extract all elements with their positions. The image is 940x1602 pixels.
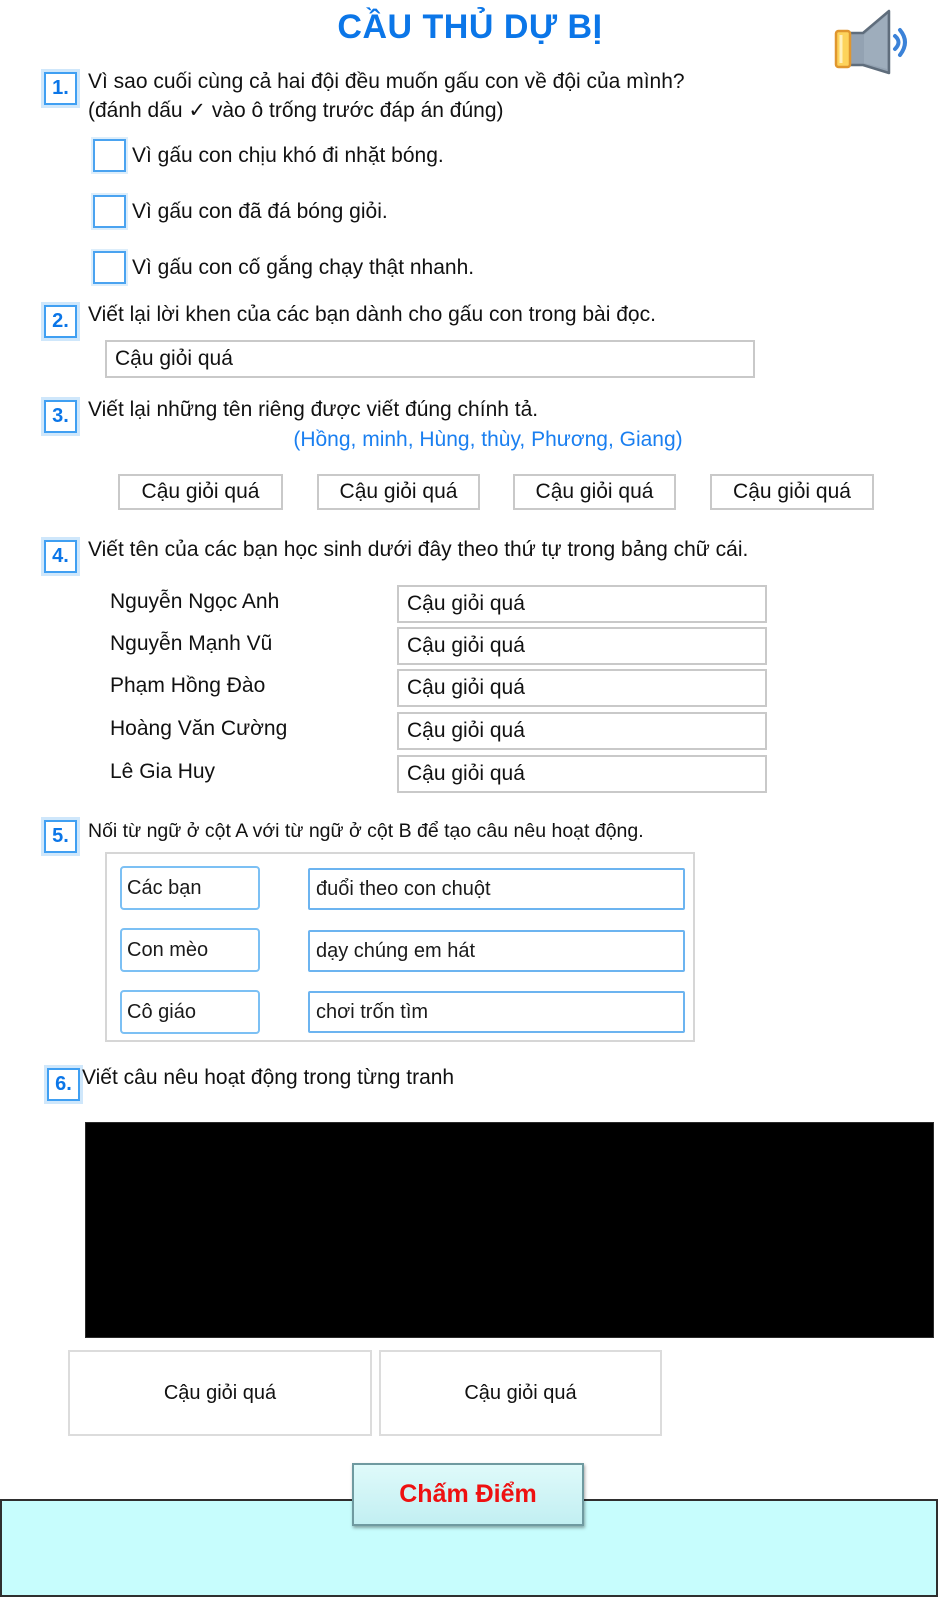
speaker-audio-icon[interactable]	[833, 6, 909, 78]
question-5-number-label: 5.	[52, 825, 69, 847]
q3-answer-input-4[interactable]: Cậu giỏi quá	[710, 474, 874, 510]
grade-button[interactable]: Chấm Điểm	[352, 1463, 584, 1526]
q5-colA-item-3[interactable]: Cô giáo	[120, 990, 260, 1034]
question-5-text: Nối từ ngữ ở cột A với từ ngữ ở cột B để tạo câu nêu hoạt động.	[88, 820, 644, 842]
q1-option-3-checkbox[interactable]	[93, 251, 126, 284]
question-1-number	[44, 72, 77, 105]
q4-answer-input-2[interactable]: Cậu giỏi quá	[397, 627, 767, 665]
question-2-number	[44, 305, 77, 338]
q6-answer-input-1[interactable]: Cậu giỏi quá	[68, 1350, 372, 1436]
question-1-subtext: (đánh dấu ✓ vào ô trống trước đáp án đúng)	[88, 99, 504, 122]
q3-answer-input-3[interactable]: Cậu giỏi quá	[513, 474, 676, 510]
question-4-number	[44, 540, 77, 573]
q3-answer-input-2[interactable]: Cậu giỏi quá	[317, 474, 480, 510]
question-5-number	[44, 820, 77, 853]
question-2-text: Viết lại lời khen của các bạn dành cho gấu con trong bài đọc.	[88, 303, 656, 326]
q5-colB-item-2[interactable]: dạy chúng em hát	[308, 930, 685, 972]
question-3-text: Viết lại những tên riêng được viết đúng chính tả.	[88, 398, 539, 421]
q4-answer-input-4[interactable]: Cậu giỏi quá	[397, 712, 767, 750]
question-6-number	[47, 1068, 80, 1101]
q5-colA-item-2[interactable]: Con mèo	[120, 928, 260, 972]
q6-picture-image	[85, 1122, 934, 1338]
q6-answer-input-2[interactable]: Cậu giỏi quá	[379, 1350, 662, 1436]
question-3-hint: (Hồng, minh, Hùng, thùy, Phương, Giang)	[293, 428, 683, 451]
q4-answer-input-3[interactable]: Cậu giỏi quá	[397, 669, 767, 707]
q5-colB-item-1[interactable]: đuổi theo con chuột	[308, 868, 685, 910]
q4-name-2: Nguyễn Mạnh Vũ	[110, 632, 273, 655]
q4-answer-input-1[interactable]: Cậu giỏi quá	[397, 585, 767, 623]
q4-name-1: Nguyễn Ngọc Anh	[110, 590, 280, 613]
question-4-number-label: 4.	[52, 545, 69, 567]
q2-answer-input[interactable]: Cậu giỏi quá	[105, 340, 755, 378]
q1-option-3-label: Vì gấu con cố gắng chạy thật nhanh.	[132, 255, 475, 279]
question-6-number-label: 6.	[55, 1073, 72, 1095]
q1-option-2-checkbox[interactable]	[93, 195, 126, 228]
q1-option-1-checkbox[interactable]	[93, 139, 126, 172]
question-2-number-label: 2.	[52, 310, 69, 332]
question-4-text: Viết tên của các bạn học sinh dưới đây theo thứ tự trong bảng chữ cái.	[88, 538, 749, 561]
q4-name-4: Hoàng Văn Cường	[110, 717, 288, 740]
question-1-number-label: 1.	[52, 77, 69, 99]
q4-name-3: Phạm Hồng Đào	[110, 674, 266, 697]
q3-answer-input-1[interactable]: Cậu giỏi quá	[118, 474, 283, 510]
q4-answer-input-5[interactable]: Cậu giỏi quá	[397, 755, 767, 793]
q1-option-2-label: Vì gấu con đã đá bóng giỏi.	[132, 199, 388, 223]
q5-colA-item-1[interactable]: Các bạn	[120, 866, 260, 910]
q4-name-5: Lê Gia Huy	[110, 760, 216, 783]
page-title: CẦU THỦ DỰ BỊ	[337, 8, 603, 46]
question-6-text: Viết câu nêu hoạt động trong từng tranh	[82, 1066, 455, 1089]
q5-colB-item-3[interactable]: chơi trốn tìm	[308, 991, 685, 1033]
question-1-text: Vì sao cuối cùng cả hai đội đều muốn gấu con về đội của mình?	[88, 70, 685, 93]
question-3-number-label: 3.	[52, 405, 69, 427]
question-3-number	[44, 400, 77, 433]
q1-option-1-label: Vì gấu con chịu khó đi nhặt bóng.	[132, 143, 444, 167]
